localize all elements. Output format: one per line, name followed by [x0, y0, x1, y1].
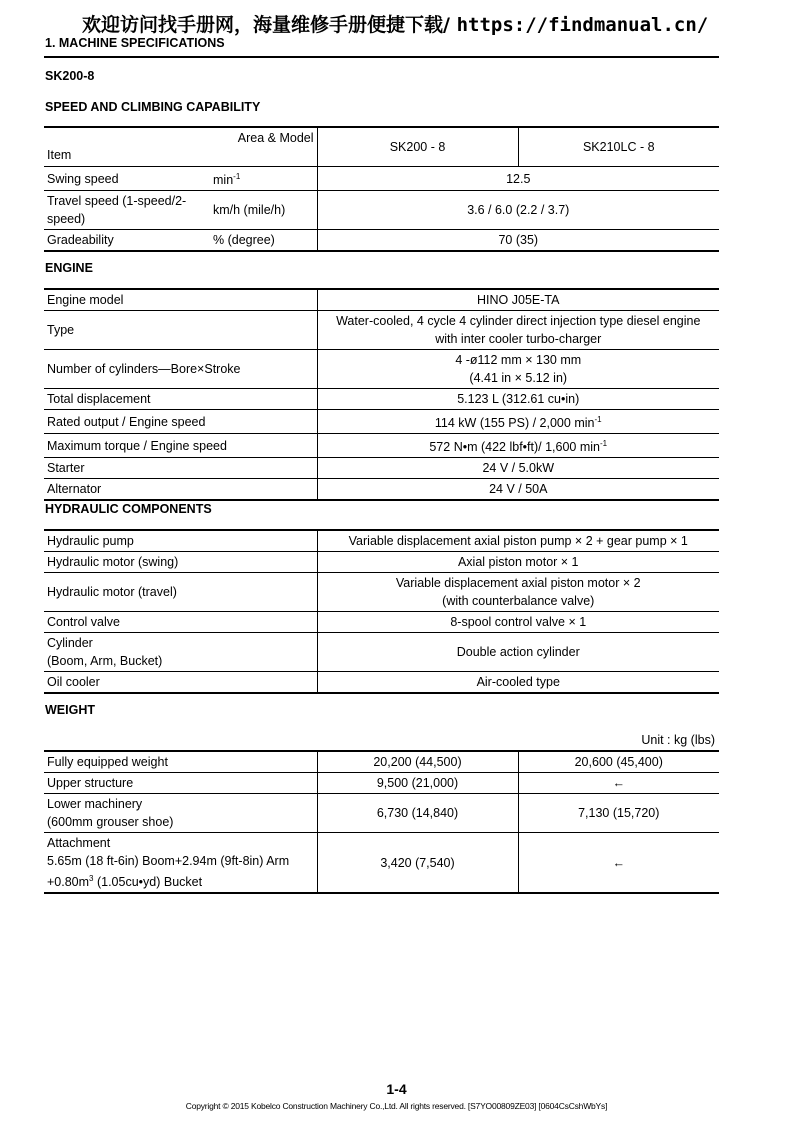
row-value: 24 V / 5.0kW — [317, 458, 719, 479]
model-label: SK200-8 — [45, 69, 95, 83]
row-unit: $\min^{-1}$ — [210, 167, 317, 191]
table-row — [44, 191, 719, 230]
row-value: Axial piston motor × 1 — [317, 552, 719, 573]
engine-section-heading: ENGINE — [45, 261, 93, 275]
row-value-sk210lc: ← — [518, 773, 719, 794]
row-item: Travel speed (1-speed/2-speed) — [44, 191, 210, 230]
row-item: Number of cylinders—Bore×Stroke — [44, 350, 317, 389]
table-row — [44, 530, 719, 552]
row-item: Fully equipped weight — [44, 751, 317, 773]
page-number: 1-4 — [386, 1081, 407, 1097]
title-rule — [44, 56, 719, 58]
table-row — [44, 389, 719, 410]
table-header-row — [44, 127, 719, 167]
item-line-2: (Boom, Arm, Bucket) — [47, 654, 163, 668]
row-value-sk210lc: ← — [518, 833, 719, 894]
table-row — [44, 672, 719, 694]
table-row — [44, 167, 719, 191]
table-row — [44, 552, 719, 573]
value-line-2: (with counterbalance valve) — [442, 594, 595, 608]
row-value: 70 (35) — [317, 230, 719, 252]
row-value-sk200: 20,200 (44,500) — [317, 751, 518, 773]
engine-table — [44, 288, 719, 501]
row-item: Swing speed — [44, 167, 210, 191]
value-line-1: Variable displacement axial piston motor × 2 — [395, 576, 641, 590]
item-line-3: $+0.80m^3$ (1.05cu•yd) Bucket — [47, 874, 203, 890]
table-row — [44, 633, 719, 672]
row-value-sk210lc: 7,130 (15,720) — [518, 794, 719, 833]
item-line-1: Cylinder — [47, 636, 93, 650]
row-value: Variable displacement axial piston pump × 2 + gear pump × 1 — [317, 530, 719, 552]
value-line-1: Water-cooled, 4 cycle 4 cylinder direct injection type diesel engine — [336, 314, 701, 328]
table-row — [44, 573, 719, 612]
row-value: 12.5 — [317, 167, 719, 191]
row-item: Rated output / Engine speed — [44, 410, 317, 434]
banner-url-link[interactable]: https://findmanual.cn/ — [456, 14, 709, 36]
col-header-sk200: SK200 - 8 — [317, 127, 518, 167]
value-line-2: (4.41 in × 5.12 in) — [469, 371, 568, 385]
table-row — [44, 458, 719, 479]
row-value: 8-spool control valve × 1 — [317, 612, 719, 633]
banner-comma: / — [443, 14, 457, 36]
row-value: 24 V / 50A — [317, 479, 719, 501]
weight-table — [44, 750, 719, 894]
row-item: Maximum torque / Engine speed — [44, 434, 317, 458]
row-item: Gradeability — [44, 230, 210, 252]
table-row — [44, 289, 719, 311]
row-value: 114 kW (155 PS) / 2,000 $\min^{-1}$ — [317, 410, 719, 434]
row-value-sk200: 9,500 (21,000) — [317, 773, 518, 794]
table-row — [44, 410, 719, 434]
row-value — [317, 311, 719, 350]
table-row — [44, 833, 719, 894]
row-value-sk210lc: 20,600 (45,400) — [518, 751, 719, 773]
row-item: Starter — [44, 458, 317, 479]
item-line-2: (600mm grouser shoe) — [47, 815, 174, 829]
table-row — [44, 434, 719, 458]
weight-section-heading: WEIGHT — [45, 703, 95, 717]
row-value: Air-cooled type — [317, 672, 719, 694]
row-item: Upper structure — [44, 773, 317, 794]
row-item — [44, 633, 317, 672]
row-item: Type — [44, 311, 317, 350]
col-header-sk210lc: SK210LC - 8 — [518, 127, 719, 167]
row-unit: km/h (mile/h) — [210, 191, 317, 230]
value-line-1: 4 -ø112 mm × 130 mm — [455, 353, 582, 367]
row-unit: % (degree) — [210, 230, 317, 252]
row-item: Hydraulic pump — [44, 530, 317, 552]
row-value-sk200: 3,420 (7,540) — [317, 833, 518, 894]
table-row — [44, 794, 719, 833]
table-row — [44, 311, 719, 350]
item-header-cell — [44, 127, 317, 167]
unit-note: Unit : kg (lbs) — [641, 733, 715, 747]
area-model-label: Area & Model — [237, 131, 314, 145]
value-line-2: with inter cooler turbo-charger — [435, 332, 602, 346]
table-row — [44, 350, 719, 389]
row-item — [44, 833, 317, 894]
row-value-sk200: 6,730 (14,840) — [317, 794, 518, 833]
speed-section-heading: SPEED AND CLIMBING CAPABILITY — [45, 100, 261, 114]
row-value — [317, 350, 719, 389]
item-label: Item — [47, 148, 72, 162]
row-item: Oil cooler — [44, 672, 317, 694]
row-item: Total displacement — [44, 389, 317, 410]
table-row — [44, 773, 719, 794]
download-banner — [82, 12, 742, 38]
row-item — [44, 794, 317, 833]
item-line-1: Lower machinery — [47, 797, 143, 811]
page-title: 1. MACHINE SPECIFICATIONS — [45, 36, 225, 50]
row-item: Hydraulic motor (swing) — [44, 552, 317, 573]
hydraulic-table — [44, 529, 719, 694]
row-value: 572 N•m (422 lbf•ft)/ 1,600 $\min^{-1}$ — [317, 434, 719, 458]
row-value: HINO J05E-TA — [317, 289, 719, 311]
row-value: Double action cylinder — [317, 633, 719, 672]
item-line-1: Attachment — [47, 836, 111, 850]
table-row — [44, 612, 719, 633]
row-value — [317, 573, 719, 612]
banner-text: 欢迎访问找手册网，海量维修手册便捷下载 — [82, 14, 444, 36]
item-line-2: 5.65m (18 ft-6in) Boom+2.94m (9ft-8in) Arm — [47, 854, 290, 868]
row-value: 5.123 L (312.61 cu•in) — [317, 389, 719, 410]
speed-table — [44, 126, 719, 252]
table-row — [44, 230, 719, 252]
row-item: Hydraulic motor (travel) — [44, 573, 317, 612]
hydraulic-section-heading: HYDRAULIC COMPONENTS — [45, 502, 212, 516]
row-item: Control valve — [44, 612, 317, 633]
row-item: Engine model — [44, 289, 317, 311]
row-item: Alternator — [44, 479, 317, 501]
row-value: 3.6 / 6.0 (2.2 / 3.7) — [317, 191, 719, 230]
table-row — [44, 479, 719, 501]
copyright-notice: Copyright © 2015 Kobelco Construction Machinery Co.,Ltd. All rights reserved. [S7YO00809ZE03] [0604CsCshWbYs] — [185, 1101, 608, 1111]
table-row — [44, 751, 719, 773]
